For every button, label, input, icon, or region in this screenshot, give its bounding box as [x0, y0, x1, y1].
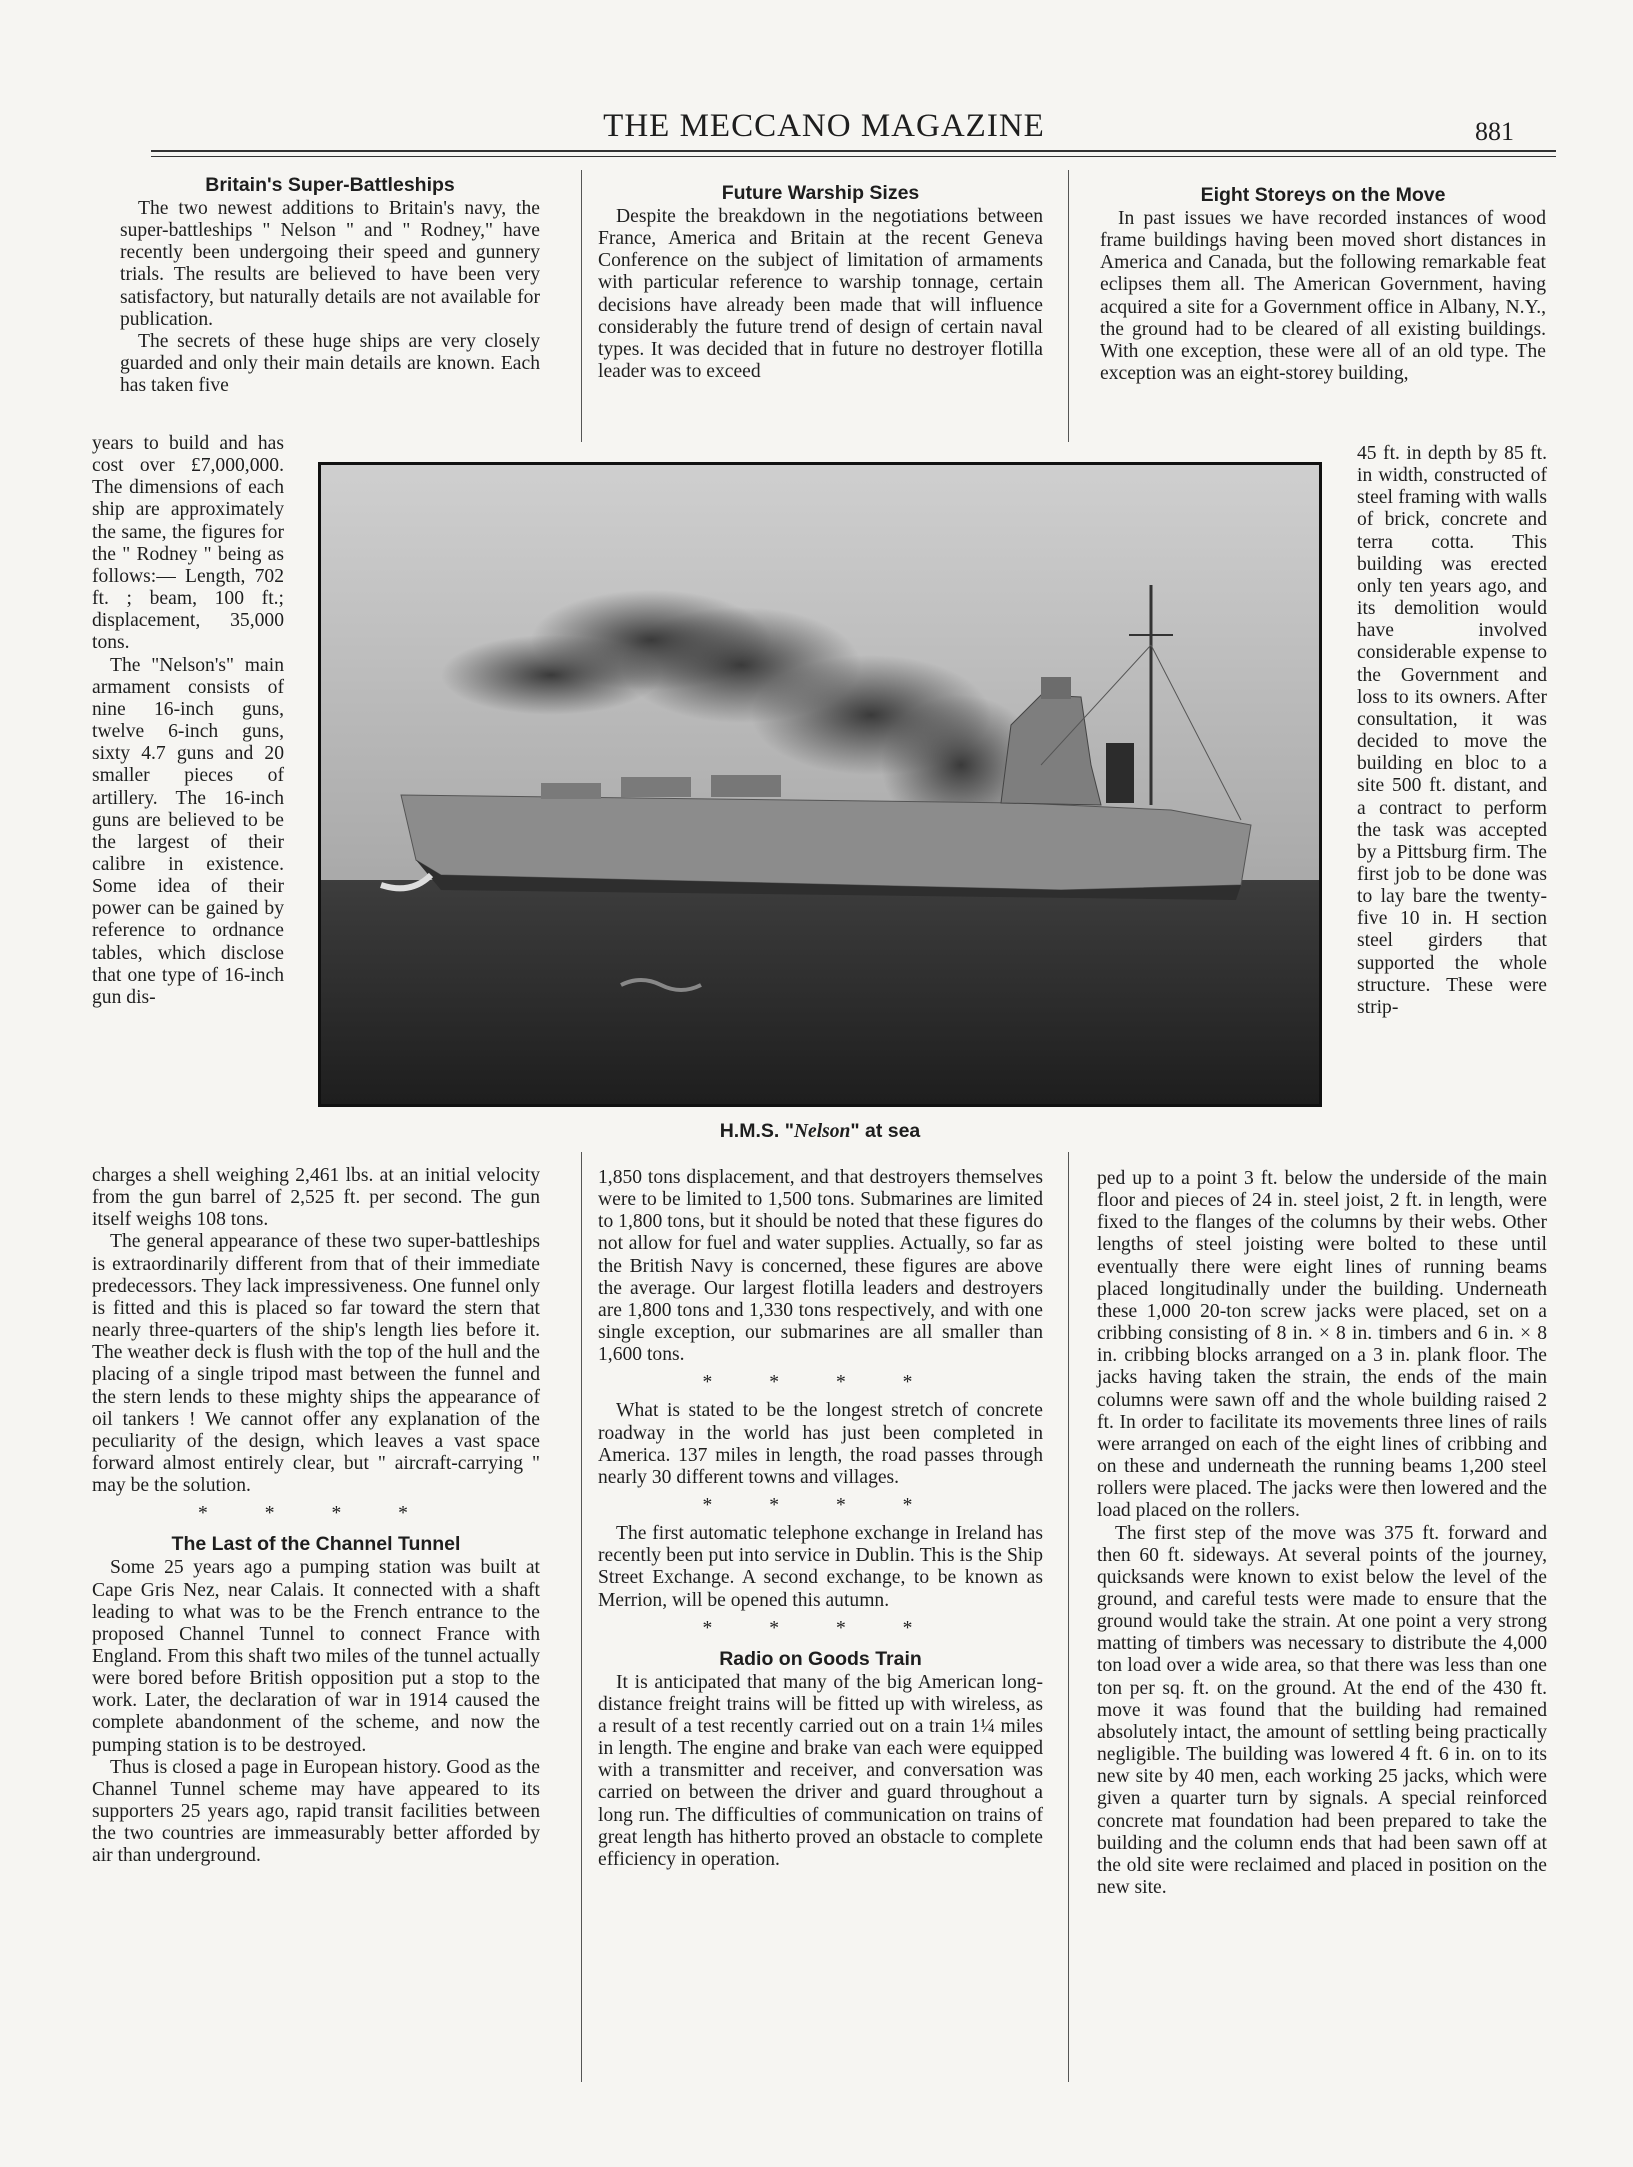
caption-prefix: H.M.S. " — [719, 1120, 794, 1142]
magazine-title: THE MECCANO MAGAZINE — [603, 108, 1045, 144]
header-rule — [151, 150, 1556, 152]
paragraph: It is anticipated that many of the big American long-distance freight trains will be fitted up with wireless, as a result of a test recently carried out on a train 1¼ miles in length. The engine and brake van each were equipped with a transmitter and receiver, and conversation was carried on between the driver and guard throughout a long run. The difficulties of communication on trains of great length has hitherto proved an obstacle to complete efficiency in operation. — [598, 1671, 1043, 1870]
column-divider-right-lower — [1068, 1152, 1069, 2082]
section-separator: * * * * — [198, 1503, 434, 1525]
column-divider-left — [581, 170, 582, 442]
paragraph: ped up to a point 3 ft. below the underside of the main floor and pieces of 24 in. steel joist, 2 ft. in length, were fixed to the flanges of the columns by their webs. Other lengths of steel joisting were bolted to these until eventually there were eight lines of running beams placed longitudinally under the building. Underneath these 1,000 20-ton screw jacks were placed, set on a cribbing consisting of 8 in. × 8 in. timbers and 6 in. × 8 in. cribbing blocks arranged on a 3 in. plank floor. The jacks having taken the strain, the ends of the main columns were sawn off and the whole building raised 2 ft. In order to facilitate its movements three lines of rails were arranged on each of the eight lines of cribbing and on these and underneath the running beams 1,200 steel rollers were placed. The jacks were then lowered and the load placed on the rollers. — [1097, 1168, 1547, 1522]
paragraph: Some 25 years ago a pumping station was built at Cape Gris Nez, near Calais. It connected with a shaft leading to what was to be the French entrance to the proposed Channel Tunnel to connect France with England. From this shaft two miles of the tunnel actually were bored before British opposition put a stop to the work. Later, the declaration of war in 1914 caused the complete abandonment of the scheme, and now the pumping station is to be destroyed. — [92, 1557, 540, 1756]
page-number: 881 — [1475, 117, 1514, 146]
article-super-battleships-cont — [92, 1165, 540, 1868]
article-warship-sizes-cont — [598, 1167, 1043, 1871]
article-eight-storeys-cont — [1097, 1168, 1547, 1899]
caption-ship-name: Nelson — [793, 1121, 851, 1142]
heading-eight-storeys: Eight Storeys on the Move — [1200, 184, 1446, 206]
heading-warship-sizes: Future Warship Sizes — [721, 182, 920, 204]
section-separator: * * * * — [702, 1372, 939, 1394]
paragraph: What is stated to be the longest stretch of concrete roadway in the world has just been completed in America. 137 miles in length, the road passes through nearly 30 different towns and villages. — [598, 1400, 1043, 1488]
battleship-illustration — [321, 465, 1319, 1104]
paragraph: years to build and has cost over £7,000,000. The dimensions of each ship are approximately the same, the figures for the " Rodney " being as follows:— Length, 702 ft. ; beam, 100 ft.; displacement, 35,000 tons. — [92, 433, 284, 654]
paragraph: The first step of the move was 375 ft. forward and then 60 ft. sideways. At several points of the journey, quicksands were known to exist below the level of the ground, and careful tests were made to ensure that the ground would take the strain. At one point a very strong matting of timbers was necessary to distribute the 4,000 ton load over a wide area, so that there was less than one ton per sq. ft. on the ground. At the end of the 430 ft. move it was found that the building had remained absolutely intact, the amount of settling being practically negligible. The building was lowered 4 ft. 6 in. on to its new site by 40 men, each working 25 jacks, which were given a quarter turn by signals. A special reinforced concrete mat foundation had been prepared to take the building and the column ends that had been sawn off at the old site were reclaimed and placed in position on the new site. — [1097, 1522, 1547, 1898]
paragraph: charges a shell weighing 2,461 lbs. at an initial velocity from the gun barrel of 2,525 ft. per second. The gun itself weighs 108 tons. — [92, 1165, 540, 1231]
paragraph: The "Nelson's" main armament consists of nine 16-inch guns, twelve 6-inch guns, sixty 4.7 guns and 20 smaller pieces of artillery. The 16-inch guns are believed to be the largest of their calibre in existence. Some idea of their power can be gained by reference to ordnance tables, which disclose that one type of 16-inch gun dis- — [92, 654, 284, 1008]
paragraph: In past issues we have recorded instances of wood frame buildings having been moved short distances in America and Canada, but the following remarkable feat eclipses them all. The American Government, having acquired a site for a Government office in Albany, N.Y., the ground had to be cleared of all existing buildings. With one exception, these were all of an old type. The exception was an eight-storey building, — [1100, 208, 1546, 385]
paragraph: The two newest additions to Britain's navy, the super-battleships " Nelson " and " Rodney," have recently been undergoing their speed and gunnery trials. The results are believed to have been very satisfactory, but naturally details are not available for publication. — [120, 198, 540, 330]
heading-super-battleships: Britain's Super-Battleships — [205, 174, 455, 196]
column-divider-left-lower — [581, 1152, 582, 2082]
paragraph: The first automatic telephone exchange in Ireland has recently been put into service in Dublin. This is the Ship Street Exchange. A second exchange, to be known as Merrion, will be opened this autumn. — [598, 1523, 1043, 1611]
section-separator: * * * * — [702, 1495, 939, 1517]
paragraph: The general appearance of these two super-battleships is extraordinarily different from that of their immediate predecessors. They lack impressiveness. One funnel only is fitted and this is placed so far toward the stern that nearly three-quarters of the ship's length lies before it. The weather deck is flush with the top of the hull and the placing of a single tripod mast between the funnel and the stern lends to these mighty ships the appearance of oil tankers ! We cannot offer any explanation of the peculiarity of the design, which leaves a vast space forward almost entirely clear, but " aircraft-carrying " may be the solution. — [92, 1231, 540, 1497]
caption-suffix: " at sea — [850, 1120, 921, 1142]
paragraph: Despite the breakdown in the negotiations between France, America and Britain at the recent Geneva Conference on the subject of limitation of armaments with particular reference to warship tonnage, certain decisions have already been made that will influence considerably the future trend of design of certain naval types. It was decided that in future no destroyer flotilla leader was to exceed — [598, 206, 1043, 383]
heading-radio-goods-train: Radio on Goods Train — [719, 1647, 922, 1670]
paragraph: 1,850 tons displacement, and that destroyers themselves were to be limited to 1,500 tons. Submarines are limited to 1,800 tons, but it should be noted that these figures do not allow for fuel and water supplies. Actually, so far as the British Navy is concerned, these figures are above the average. Our largest flotilla leaders and destroyers are 1,800 tons and 1,330 tons respectively, and with one single exception, our submarines are all smaller than 1,600 tons. — [598, 1167, 1043, 1366]
heading-channel-tunnel: The Last of the Channel Tunnel — [171, 1533, 461, 1556]
battleship-photo — [318, 462, 1322, 1107]
photo-caption — [318, 1120, 1322, 1143]
article-eight-storeys-wrap — [1357, 443, 1547, 1019]
article-super-battleships — [120, 172, 540, 397]
article-warship-sizes — [598, 180, 1043, 383]
section-separator: * * * * — [702, 1617, 939, 1639]
column-divider-right — [1068, 170, 1069, 442]
paragraph: The secrets of these huge ships are very closely guarded and only their main details are known. Each has taken five — [120, 330, 540, 397]
article-eight-storeys — [1100, 182, 1546, 385]
paragraph: Thus is closed a page in European history. Good as the Channel Tunnel scheme may have appeared to its supporters 25 years ago, rapid transit facilities between the two countries are immeasurably better afforded by air than underground. — [92, 1756, 540, 1867]
paragraph: 45 ft. in depth by 85 ft. in width, constructed of steel framing with walls of brick, concrete and terra cotta. This building was erected only ten years ago, and its demolition would have involved considerable expense to the Government and loss to its owners. After consultation, it was decided to move the building en bloc to a site 500 ft. distant, and a contract to perform the task was accepted by a Pittsburg firm. The first job to be done was to lay bare the twenty-five 10 in. H section steel girders that supported the whole structure. These were strip- — [1357, 443, 1547, 1018]
article-super-battleships-wrap — [92, 433, 284, 1009]
header-rule-thin — [151, 156, 1556, 157]
